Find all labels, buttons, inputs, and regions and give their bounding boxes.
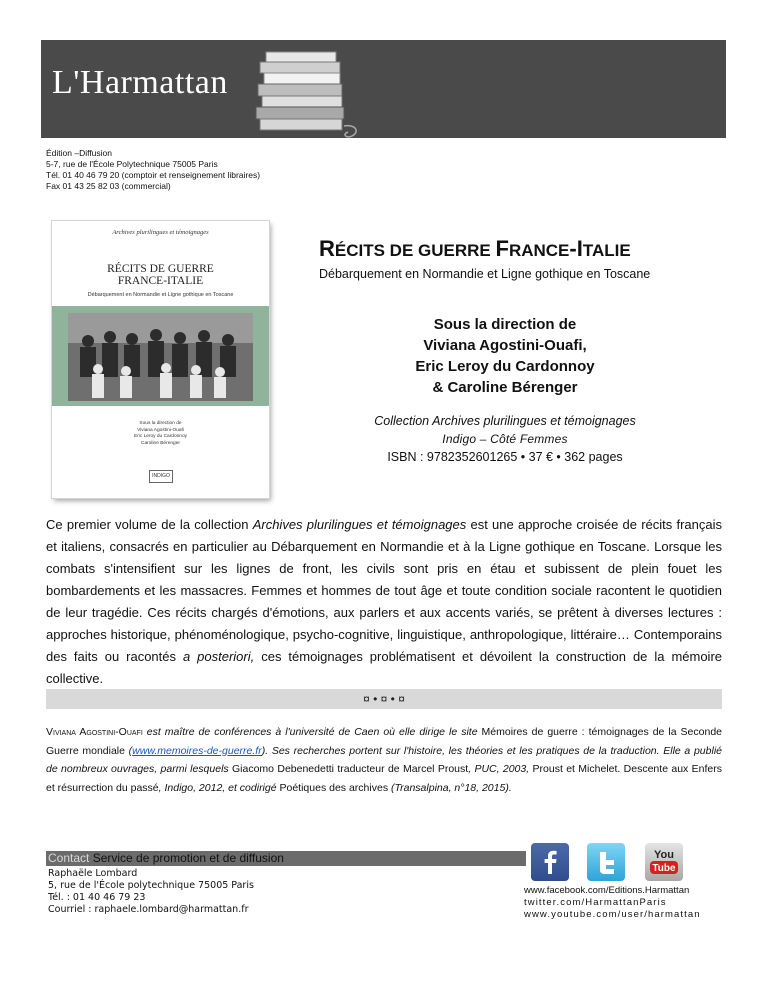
youtube-tube: Tube xyxy=(652,863,676,874)
book-subtitle: Débarquement en Normandie et Ligne gothique en Toscane xyxy=(319,267,651,281)
cover-author-line: Eric Leroy du Cardonnoy xyxy=(133,434,188,439)
bio-text: est maître de conférences à l'université de Caen où elle dirige le site xyxy=(142,726,482,738)
contact-label: Contact xyxy=(48,851,90,865)
book-description xyxy=(46,514,722,690)
publisher-line: Fax 01 43 25 82 03 (commercial) xyxy=(46,181,171,191)
editors-line: Eric Leroy du Cardonnoy xyxy=(415,358,595,375)
author-bio xyxy=(46,723,722,797)
collection-block xyxy=(330,412,680,466)
desc-italic: a posteriori, xyxy=(182,649,255,664)
twitter-link[interactable]: twitter.com/HarmattanParis xyxy=(524,897,667,908)
cover-author-line: Caroline Bérenger xyxy=(141,440,180,446)
desc-italic: Archives plurilingues et témoignages xyxy=(252,517,467,532)
contact-line: 5, rue de l'École polytechnique 75005 Paris xyxy=(48,880,254,891)
bio-text: , PUC, 2003, xyxy=(468,763,533,775)
title-initial: R xyxy=(319,236,335,261)
desc-text: Ce premier volume de la collection xyxy=(46,517,253,532)
cover-series: Archives plurilingues et témoignages xyxy=(112,229,209,236)
cover-authors xyxy=(52,421,269,447)
cover-imprint-logo: INDIGO xyxy=(149,470,173,483)
cover-title xyxy=(52,263,269,287)
bio-text: ). Ses recherches portent sur l'histoire, les théories et les pratiques de la traduction. Elle a publié de nombreux ouvrages, parmi lesquels xyxy=(46,744,722,775)
contact-line: Raphaële Lombard xyxy=(48,868,138,879)
title-smallcaps: TALIE xyxy=(582,241,631,260)
youtube-glyph xyxy=(645,843,683,881)
editors-line: Sous la direction de xyxy=(433,316,577,333)
bio-work-title: Poétiques des archives xyxy=(279,781,389,794)
editors-line: & Caroline Bérenger xyxy=(432,379,578,396)
twitter-glyph xyxy=(587,843,625,881)
bio-website-link[interactable]: www.memoires-de-guerre.fr xyxy=(132,744,262,757)
publisher-line: Tél. 01 40 46 79 20 (comptoir et renseignement libraires) xyxy=(46,170,261,180)
bio-text: , Indigo, 2012, et codirigé xyxy=(158,781,280,794)
title-initial: F xyxy=(495,236,509,261)
collection-name: Collection Archives plurilingues et témoignages xyxy=(374,414,636,428)
desc-text: est une approche croisée de récits français et italiens, consacrés en particulier au Débarquement en Normandie et à la Ligne gothique en Toscane. Lorsque les combats s'intensifient sur les lignes de front, les civils sont pris en étau et subissent de plein fouet les bombardements et les massacres. Femmes et hommes de tout âge et toute condition sociale racontent le quotidien de leur tragédie. Ces récits chargés d'émotions, aux parlers et aux accents variés, se prêtent à diverses lectures : approches historique, phénoménologique, psycho-cognitive, linguistique, anthropologique, littéraire… Contemporains des faits ou racontés xyxy=(46,517,722,664)
social-links xyxy=(524,885,701,921)
bio-work-title: Giacomo Debenedetti traducteur de Marcel Proust xyxy=(232,763,469,775)
cover-subtitle: Débarquement en Normandie et Ligne gothique en Toscane xyxy=(87,292,234,298)
publisher-line: Édition –Diffusion xyxy=(46,148,112,158)
youtube-you: You xyxy=(654,849,674,861)
cover-title-line: RÉCITS DE GUERRE xyxy=(107,263,214,275)
imprint-name: Indigo – Côté Femmes xyxy=(442,432,568,446)
bio-text: (Transalpina, n°18, 2015). xyxy=(388,781,512,794)
twitter-icon[interactable] xyxy=(587,843,625,881)
publisher-address xyxy=(46,148,260,192)
publisher-line: 5-7, rue de l'École Polytechnique 75005 Paris xyxy=(46,159,218,169)
book-title xyxy=(319,236,631,262)
cover-title-line: FRANCE-ITALIE xyxy=(117,275,204,287)
title-smallcaps: RANCE xyxy=(508,241,570,260)
bio-author-name: Viviana Agostini-Ouafi xyxy=(46,726,143,738)
facebook-glyph xyxy=(531,843,569,881)
bio-work-title: Proust et Michelet. Descente aux Enfers et résurrection du passé xyxy=(46,763,722,794)
contact-heading xyxy=(48,851,284,866)
title-initial: -I xyxy=(569,236,583,261)
youtube-link[interactable]: www.youtube.com/user/harmattan xyxy=(524,909,701,920)
contact-email[interactable]: Courriel : raphaele.lombard@harmattan.fr xyxy=(48,904,249,915)
editors-block xyxy=(360,314,650,398)
cover-author-line: Sous la direction de xyxy=(139,421,182,426)
cover-author-line: Viviana Agostini-Ouafi xyxy=(137,427,184,433)
contact-line: Tél. : 01 40 46 79 23 xyxy=(48,892,146,903)
isbn-price-pages: ISBN : 9782352601265 • 37 € • 362 pages xyxy=(387,450,623,464)
bio-site-name: Mémoires de guerre : témoignages de la Seconde Guerre mondiale xyxy=(46,726,723,757)
contact-service: Service de promotion et de diffusion xyxy=(92,851,284,865)
facebook-link[interactable]: www.facebook.com/Editions.Harmattan xyxy=(524,885,690,896)
editors-line: Viviana Agostini-Ouafi, xyxy=(423,337,587,354)
youtube-icon[interactable] xyxy=(645,843,683,881)
contact-details xyxy=(48,868,254,916)
bio-text: ( xyxy=(124,744,133,757)
book-stack-icon xyxy=(248,44,368,140)
desc-text: ces témoignages problématisent et dévoilent la construction de la mémoire collective. xyxy=(46,649,723,686)
separator-bar: ¤ • ¤ • ¤ xyxy=(46,689,722,709)
cover-photo xyxy=(68,313,253,401)
publisher-logo: L'Harmattan xyxy=(52,64,228,101)
book-cover xyxy=(52,221,269,498)
facebook-icon[interactable] xyxy=(531,843,569,881)
title-smallcaps: ÉCITS DE GUERRE xyxy=(334,241,496,260)
